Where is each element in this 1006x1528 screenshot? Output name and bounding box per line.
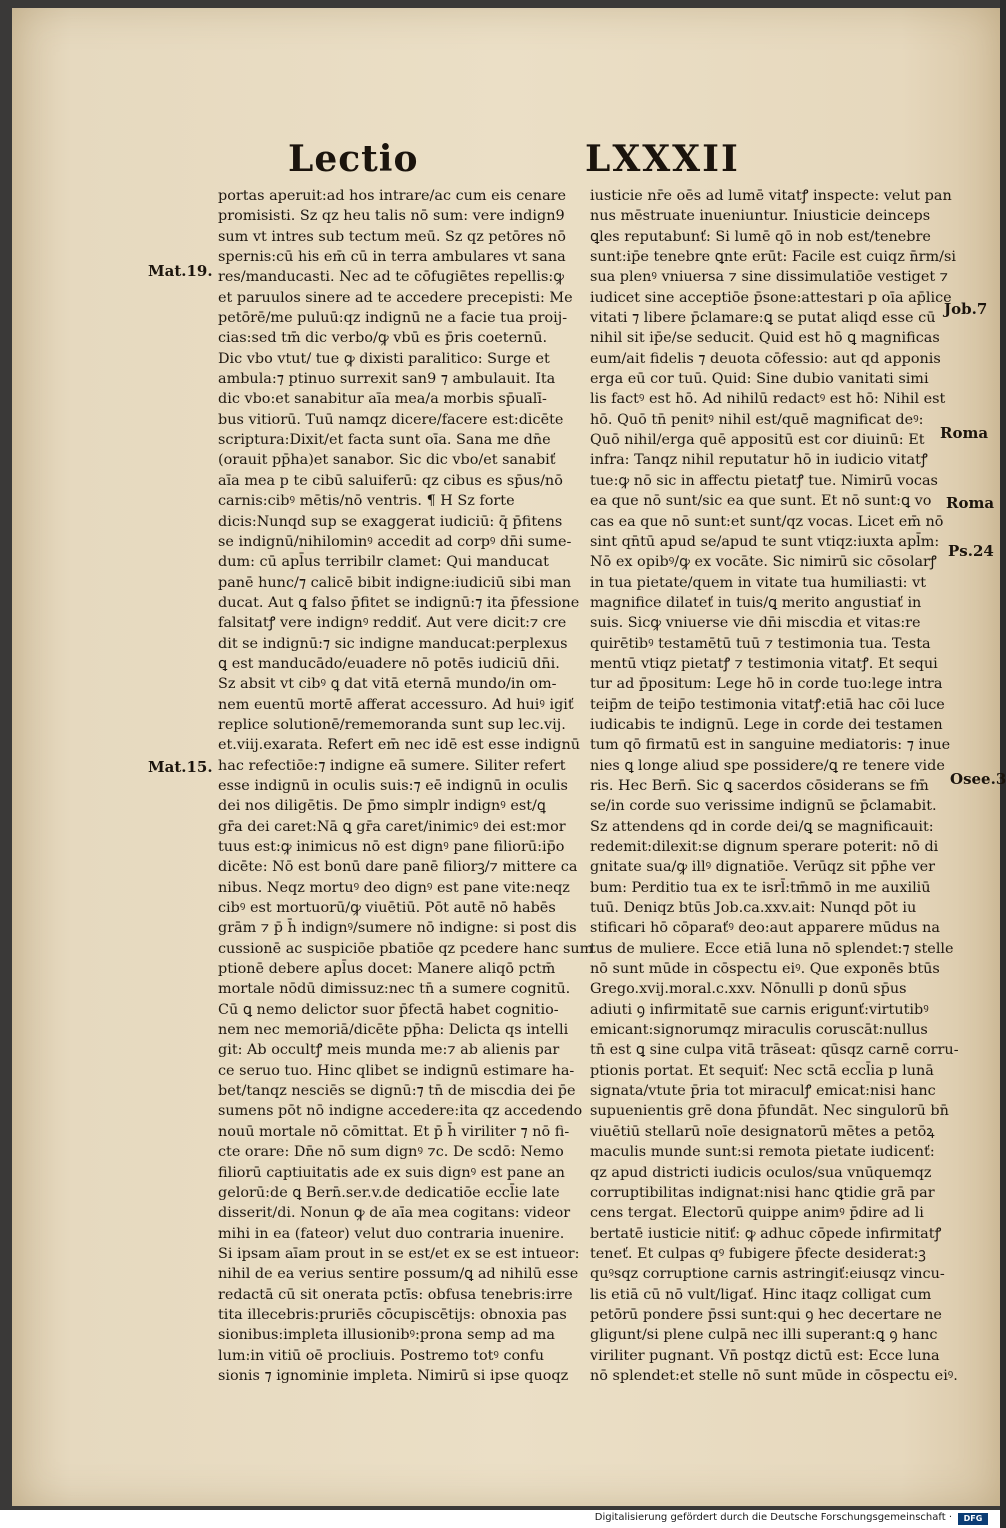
text-line: magnifice dilateť in tuis/ꝗ merito angustiať in (590, 594, 922, 611)
margin-note-job: Job.7 (944, 300, 988, 318)
text-line: filiorū captiuitatis ade ex suis dignꝰ est pane an (218, 1164, 565, 1181)
text-line: (orauit pp̄ha)et sanabor. Sic dic vbo/et sanabiť (218, 452, 556, 469)
text-line: Grego.xvij.moral.c.xxv. Nōnulli p donū sp̄us (590, 981, 907, 998)
text-line: infra: Tanqz nihil reputatur hō in iudicio vitatꝭ (590, 452, 928, 469)
text-line: tue:ꝙ nō sic in affectu pietatꝭ tue. Nimirū vocas (590, 472, 938, 489)
text-line: suis. Sicꝙ vniuerse vie dn̄i miscdia et vitas:re (590, 615, 921, 632)
text-line: git: Ab occultꝭ meis munda me:⁊ ab alienis par (218, 1042, 560, 1059)
text-line: disserit/di. Nonun ꝙ de aīa mea cogitans: videor (218, 1205, 571, 1222)
text-line: ambula:⁊ ptinuo surrexit san9 ⁊ ambulauit. Ita (218, 371, 556, 388)
text-line: hac refectiōe:⁊ indigne eā sumere. Siliter refert (218, 757, 566, 774)
text-line: corruptibilitas indignat:nisi hanc ꝗtidie grā par (590, 1184, 935, 1201)
text-line: gnitate sua/ꝙ illꝰ dignatiōe. Verūqz sit pp̄he ver (590, 859, 936, 876)
text-line: tita illecebris:pruriēs cōcupiscētijs: obnoxia pas (218, 1306, 567, 1323)
text-line: gelorū:de ꝗ Bern̄.ser.v.de dedicatiōe eccl̄ie late (218, 1184, 560, 1201)
text-line: dic vbo:et sanabitur aīa mea/a morbis sp̄ualī- (218, 391, 547, 408)
digitization-footer (0, 1510, 1000, 1528)
text-line: redactā cū sit onerata pctīs: obfusa tenebris:irre (218, 1286, 573, 1303)
text-line: dicis:Nunqd sup se exaggerat iudiciū: q̄ p̄fitens (218, 513, 563, 530)
text-line: ea que nō sunt/sic ea que sunt. Et nō sunt:ꝗ vo (590, 493, 932, 510)
text-line: lis factꝰ est hō. Ad nihilū redactꝰ est hō: Nihil est (590, 391, 946, 408)
text-line: sionis ⁊ ignominie impleta. Nimirū si ipse quoqz (218, 1367, 569, 1384)
text-line: ce seruo tuo. Hinc qlibet se indignū estimare ha- (218, 1062, 575, 1079)
margin-note-osee: Osee.3 (950, 770, 1006, 788)
text-line: se indignū/nihilominꝰ accedit ad corpꝰ dn̄i sume- (218, 533, 572, 550)
text-line: cussionē ac suspiciōe pbatiōe qz pcedere hanc sum (218, 940, 594, 957)
text-line: sint qn̄tū apud se/apud te sunt vtiqz:iuxta apl̄m: (590, 533, 940, 550)
text-line: eum/ait fidelis ⁊ deuota cōfessio: aut qd apponis (590, 350, 941, 367)
text-line: cens tergat. Electorū quippe animꝰ p̄dire ad li (590, 1205, 924, 1222)
text-line: carnis:cibꝰ mētis/nō ventris. ¶ H Sz forte (218, 493, 515, 510)
text-line: nihil sit ip̄e/se seducit. Quid est hō ꝗ magnificas (590, 330, 940, 347)
text-line: lis etiā cū nō vult/ligať. Hinc itaqz colligat cum (590, 1286, 932, 1303)
text-line: dicēte: Nō est bonū dare panē filiorꝫ/⁊ mittere ca (218, 859, 578, 876)
text-line: supuenientis grē dona p̄fundāt. Nec singulorū bn̄ (590, 1103, 949, 1120)
text-line: sionibus:impleta illusionibꝰ:prona semp ad ma (218, 1327, 556, 1344)
text-line: lum:in vitiū oē procliuis. Postremo totꝰ confu (218, 1347, 545, 1364)
text-line: ꝗles reputabunť: Si lumē qō in nob est/tenebre (590, 228, 931, 245)
text-line: esse indignū in oculis suis:⁊ eē indignū in oculis (218, 777, 568, 794)
text-line: redemit:dilexit:se dignum sperare poterit: nō di (590, 839, 939, 855)
text-line: Sz attendens qd in corde dei/ꝗ se magnificauit: (590, 818, 934, 835)
text-line: erga eū cor tuū. Quid: Sine dubio vanitati simi (590, 371, 929, 388)
text-line: bertatē iusticie nitiť: ꝙ adhuc cōpede infirmitatꝭ (590, 1225, 942, 1242)
text-line: ris. Hec Bern̄. Sic ꝗ sacerdos cōsiderans se fm̄ (590, 777, 929, 794)
text-line: maculis munde sunt:si remota pietate iudicenť: (590, 1144, 935, 1161)
text-line: stificari hō cōparaťꝰ deo:aut apparere mūdus na (590, 920, 940, 937)
text-line: viriliter pugnant. Vn̄ postqz dictū est: Ecce luna (590, 1347, 940, 1364)
text-line: cibꝰ est mortuorū/ꝙ viuētiū. Pōt autē nō habēs (218, 900, 556, 917)
text-line: viuētiū stellarū noīe designatorū mētes a petōꝝ (590, 1123, 935, 1140)
text-line: teip̄m de teip̄o testimonia vitatꝭ:etiā hac cōi luce (590, 696, 945, 713)
text-line: sumens pōt nō indigne accedere:ita qz accedendo (218, 1103, 583, 1120)
text-line: replice solutionē/rememoranda sunt sup lec.vij. (218, 716, 566, 733)
text-line: iusticie nr̄e oēs ad lumē vitatꝭ inspecte: velut pan (590, 188, 952, 204)
text-line: ducat. Aut ꝗ falso p̄fitet se indignū:⁊ ita p̄fessione (218, 594, 580, 611)
text-line: tuū. Deniqz btūs Job.ca.xxv.ait: Nunqd pōt iu (590, 900, 917, 917)
text-line: nō sunt mūde in cōspectu eiꝰ. Que exponēs btūs (590, 961, 940, 978)
text-line: tus de muliere. Ecce etiā luna nō splendet:⁊ stelle (590, 940, 954, 957)
text-line: tn̄ est ꝗ sine culpa vitā trāseat: qūsqz carnē corru- (590, 1042, 959, 1059)
text-line: promisisti. Sz qz heu talis nō sum: vere indign9 (218, 208, 565, 225)
text-line: iudicet sine acceptiōe p̄sone:attestari p oīa ap̄lice (590, 289, 952, 306)
text-line: nies ꝗ longe aliud spe possidere/ꝗ re tenere vide (590, 757, 945, 774)
text-line: in tua pietate/quem in vitate tua humiliasti: vt (590, 574, 927, 591)
text-line: nouū mortale nō cōmittat. Et p̄ h̄ viriliter ⁊ nō fi- (218, 1123, 570, 1140)
text-line: vitati ⁊ libere p̄clamare:ꝗ se putat aliqd esse cū (590, 310, 936, 327)
text-line: emicant:signorumqz miraculis coruscāt:nullus (590, 1022, 928, 1039)
text-line: adiuti ꝯ infirmitatē sue carnis erigunť:virtutibꝰ (590, 1001, 929, 1018)
text-line: ptionis portat. Et sequiť: Nec sctā eccl̄ia p lunā (590, 1062, 934, 1079)
text-line: quꝰsqz corruptione carnis astringiť:eiusqz vincu- (590, 1266, 945, 1283)
text-line: bus vitiorū. Tuū namqz dicere/facere est:dicēte (218, 411, 564, 428)
text-line: et.viij.exarata. Refert em̄ nec idē est esse indignū (218, 737, 580, 754)
text-line: nus mēstruate inueniuntur. Iniusticie deinceps (590, 208, 931, 225)
text-line: grām ⁊ p̄ h̄ indignꝰ/sumere nō indigne: si post dis (218, 920, 577, 937)
text-line: mihi in ea (fateor) velut duo contraria inuenire. (218, 1225, 565, 1242)
text-line: nō splendet:et stelle nō sunt mūde in cōspectu eiꝰ. (590, 1367, 958, 1384)
text-line: mortale nōdū dimissuz:nec tn̄ a sumere cognitū. (218, 981, 571, 998)
text-line: signata/vtute p̄ria tot miraculꝭ emicat:nisi hanc (590, 1083, 936, 1100)
text-line: tum qō firmatū est in sanguine mediatoris: ⁊ inue (590, 737, 951, 754)
text-line: Sz absit vt cibꝰ ꝗ dat vitā eternā mundo/in om- (218, 676, 557, 693)
text-line: tuus est:ꝙ inimicus nō est dignꝰ pane filiorū:ip̄o (218, 839, 565, 855)
text-line: teneť. Et culpas qꝰ fubigere p̄fecte desiderat:ꝫ (590, 1245, 926, 1262)
text-line: ptionē debere apl̄us docet: Manere aliqō pctm̄ (218, 961, 556, 978)
text-line: falsitatꝭ vere indignꝰ reddiť. Aut vere dicit:⁊ cre (218, 615, 567, 632)
text-line: Cū ꝗ nemo delictor suor p̄fectā habet cognitio- (218, 1001, 559, 1018)
text-line: quirētibꝰ testamētū tuū ⁊ testimonia tua. Testa (590, 635, 931, 652)
footer-credit: Digitalisierung gefördert durch die Deutsche Forschungsgemeinschaft · (594, 1512, 952, 1523)
running-head-lectio: Lectio (288, 138, 419, 180)
text-line: nem nec memoriā/dicēte pp̄ha: Delicta qs intelli (218, 1022, 569, 1039)
running-head-folio-number: LXXXII (585, 138, 740, 180)
text-line: et paruulos sinere ad te accedere precepisti: Me (218, 289, 573, 306)
text-column-right (590, 186, 959, 1386)
text-line: nem euentū mortē afferat accessuro. Ad huiꝰ igiť (218, 696, 574, 713)
text-line: cte orare: Dn̄e nō sum dignꝰ ⁊c. De scdō: Nemo (218, 1144, 564, 1161)
text-line: panē hunc/⁊ calicē bibit indigne:iudiciū sibi man (218, 574, 572, 591)
text-line: mentū vtiqz pietatꝭ ⁊ testimonia vitatꝭ. Et sequi (590, 655, 938, 672)
text-line: portas aperuit:ad hos intrare/ac cum eis cenare (218, 188, 567, 204)
text-line: petōrū pondere p̄ssi sunt:qui ꝯ hec decertare ne (590, 1306, 942, 1323)
text-line: dum: cū apl̄us terribilr clamet: Qui manducat (218, 554, 549, 571)
text-line: dit se indignū:⁊ sic indigne manducat:perplexus (218, 635, 568, 652)
text-line: iudicabis te indignū. Lege in corde dei testamen (590, 716, 943, 733)
text-column-left (218, 186, 594, 1386)
text-line: bum: Perditio tua ex te isrl̄:tm̄mō in me auxiliū (590, 879, 931, 896)
text-line: dei nos diligētis. De p̄mo simplr indignꝰ est/ꝗ (218, 798, 546, 815)
text-line: cas ea que nō sunt:et sunt/qz vocas. Licet em̄ nō (590, 513, 944, 530)
text-line: Nō ex opibꝰ/ꝙ ex vocāte. Sic nimirū sic cōsolarꝭ (590, 554, 937, 571)
margin-note-mat15: Mat.15. (148, 758, 213, 776)
text-line: aīa mea p te cibū saluiferū: qz cibus es sp̄us/nō (218, 472, 563, 489)
text-line: bet/tanqz nesciēs se dignū:⁊ tn̄ de miscdia dei p̄e (218, 1083, 576, 1100)
text-line: sua plenꝰ vniuersa ⁊ sine dissimulatiōe vestiget ⁊ (590, 269, 948, 286)
text-line: petōrē/me puluū:qz indignū ne a facie tua proij- (218, 310, 568, 327)
text-line: gr̄a dei caret:Nā ꝗ gr̄a caret/inimicꝰ dei est:mor (218, 818, 566, 835)
margin-note-mat19: Mat.19. (148, 262, 213, 280)
text-line: spernis:cū his em̄ cū in terra ambulares vt sana (218, 249, 566, 266)
text-line: res/manducasti. Nec ad te cōfugiētes repellis:ꝙ (218, 269, 565, 286)
text-line: Quō nihil/erga quē appositū est cor diuinū: Et (590, 432, 925, 449)
text-line: tur ad p̄positum: Lege hō in corde tuo:lege intra (590, 676, 943, 693)
text-line: scriptura:Dixit/et facta sunt oīa. Sana me dn̄e (218, 432, 551, 449)
margin-note-ps: Ps.24 (948, 542, 994, 560)
text-line: nihil de ea verius sentire possum/ꝗ ad nihilū esse (218, 1266, 579, 1283)
text-line: cias:sed tm̄ dic verbo/ꝙ vbū es p̄ris coeternū. (218, 330, 548, 347)
text-line: Dic vbo vtut/ tue ꝙ dixisti paralitico: Surge et (218, 350, 550, 367)
text-line: nibus. Neqz mortuꝰ deo dignꝰ est pane vite:neqz (218, 879, 570, 896)
text-line: Si ipsam aīam prout in se est/et ex se est intueor: (218, 1245, 580, 1262)
text-line: ꝗ est manducādo/euadere nō potēs iudiciū dn̄i. (218, 655, 560, 672)
text-line: sum vt intres sub tectum meū. Sz qz petōres nō (218, 228, 566, 245)
dfg-logo: DFG (958, 1513, 988, 1525)
text-line: gligunt/si plene culpā nec illi superant:ꝗ ꝯ hanc (590, 1327, 938, 1344)
text-line: se/in corde suo verissime indignū se p̄clamabit. (590, 798, 937, 815)
text-line: hō. Quō tn̄ penitꝰ nihil est/quē magnificat deꝰ: (590, 411, 924, 428)
margin-note-roma-2: Roma (946, 494, 995, 512)
text-line: qz apud districti iudicis oculos/sua vnūquemqz (590, 1164, 932, 1181)
margin-note-roma-1: Roma (940, 424, 989, 442)
text-line: sunt:ip̄e tenebre ꝗnte erūt: Facile est cuiqz n̄rm/si (590, 249, 956, 266)
